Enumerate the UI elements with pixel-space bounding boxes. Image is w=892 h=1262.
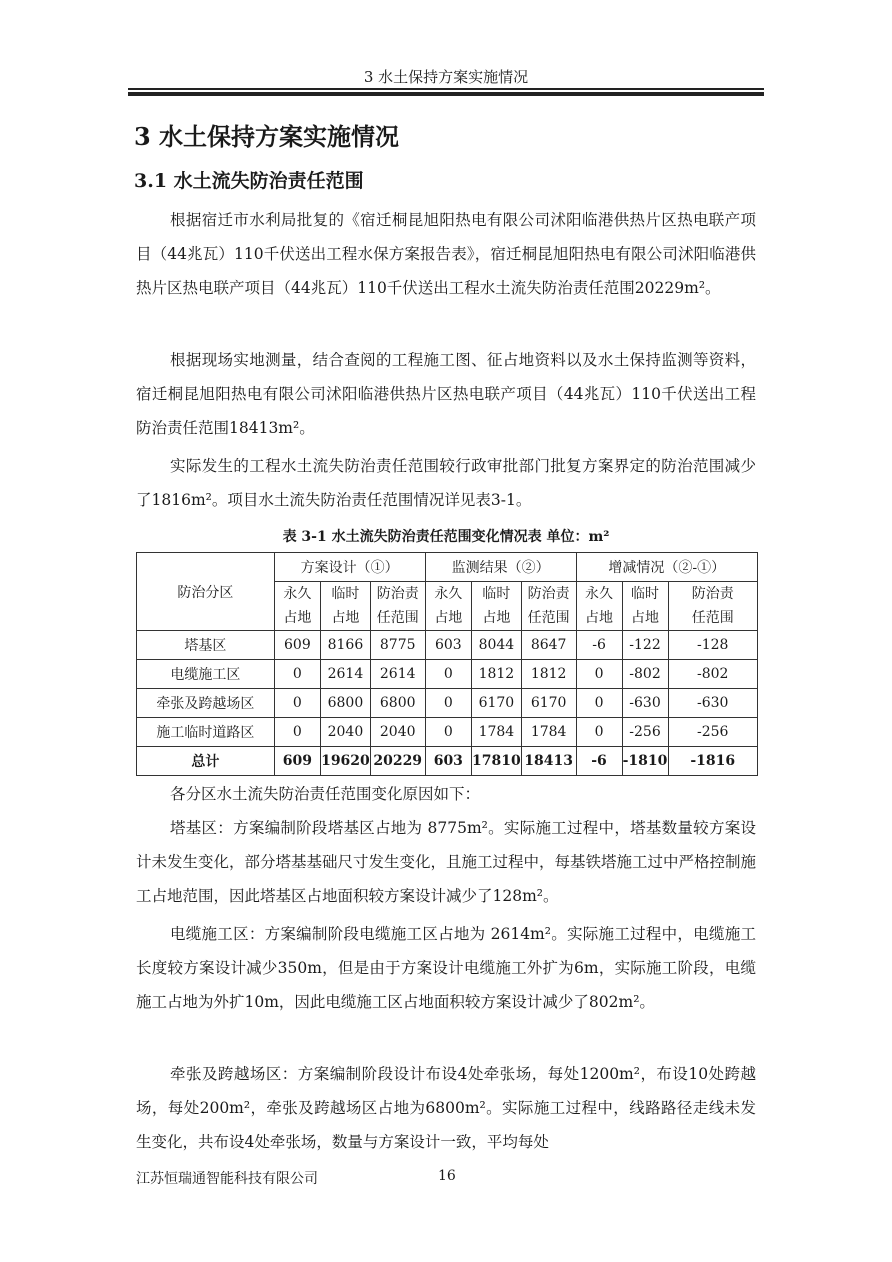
zone-name-cell: 牵张及跨越场区 xyxy=(137,689,275,718)
subheader-line: 占地 xyxy=(331,610,360,626)
value-cell: 6800 xyxy=(321,689,371,718)
subheader-line: 任范围 xyxy=(527,610,570,626)
subheader-cell xyxy=(521,582,576,631)
page-header-title: 3 水土保持方案实施情况 xyxy=(363,68,529,86)
subheader-line: 占地 xyxy=(631,610,659,626)
table-row xyxy=(137,631,758,660)
value-cell: -256 xyxy=(622,718,668,747)
value-cell: 2040 xyxy=(370,718,425,747)
total-value-cell: -1816 xyxy=(668,747,758,776)
value-cell: 0 xyxy=(576,689,622,718)
total-value-cell: 18413 xyxy=(521,747,576,776)
value-cell: 8775 xyxy=(370,631,425,660)
value-cell: -802 xyxy=(668,660,758,689)
subheader-line: 防治责 xyxy=(691,586,734,602)
subheader-line: 永久 xyxy=(434,586,463,602)
value-cell: 1812 xyxy=(521,660,576,689)
paragraph-tower-zone: 塔基区：方案编制阶段塔基区占地为 8775m²。实际施工过程中，塔基数量较方案设计未发生变化，部分塔基基础尺寸发生变化，且施工过程中，每基铁塔施工过中严格控制施工占地范围，因此塔基区占地面积较方案设计减少了128m²。 xyxy=(136,819,757,905)
subheader-cell xyxy=(370,582,425,631)
subheader-line: 防治责 xyxy=(376,586,419,602)
total-value-cell: -6 xyxy=(576,747,622,776)
subheader-line: 临时 xyxy=(631,586,659,602)
subheader-line: 永久 xyxy=(283,586,312,602)
value-cell: 0 xyxy=(274,660,320,689)
total-value-cell: -1810 xyxy=(622,747,668,776)
total-value-cell: 17810 xyxy=(472,747,522,776)
value-cell: -256 xyxy=(668,718,758,747)
subheader-cell xyxy=(425,582,471,631)
total-value-cell: 609 xyxy=(274,747,320,776)
subheader-cell xyxy=(321,582,371,631)
value-cell: 603 xyxy=(425,631,471,660)
subheader-line: 占地 xyxy=(585,610,614,626)
value-cell: 0 xyxy=(425,718,471,747)
value-cell: 0 xyxy=(425,689,471,718)
subheader-cell xyxy=(668,582,758,631)
page-number: 16 xyxy=(438,1168,456,1184)
value-cell: 0 xyxy=(576,718,622,747)
value-cell: 8166 xyxy=(321,631,371,660)
total-value-cell: 20229 xyxy=(370,747,425,776)
table-row xyxy=(137,718,758,747)
subheader-cell xyxy=(472,582,522,631)
value-cell: 6170 xyxy=(472,689,522,718)
value-cell: -122 xyxy=(622,631,668,660)
value-cell: 6170 xyxy=(521,689,576,718)
group-header-plan: 方案设计（①） xyxy=(274,553,425,582)
total-label-cell: 总计 xyxy=(137,747,275,776)
value-cell: 8647 xyxy=(521,631,576,660)
value-cell: -802 xyxy=(622,660,668,689)
value-cell: 0 xyxy=(274,718,320,747)
subheader-line: 占地 xyxy=(283,610,312,626)
subheader-cell xyxy=(274,582,320,631)
value-cell: 2614 xyxy=(370,660,425,689)
table-row xyxy=(137,689,758,718)
subheader-line: 临时 xyxy=(482,586,511,602)
value-cell: 1784 xyxy=(521,718,576,747)
subheader-line: 任范围 xyxy=(376,610,419,626)
total-value-cell: 19620 xyxy=(321,747,371,776)
group-header-monitor: 监测结果（②） xyxy=(425,553,576,582)
paragraph-approved-scope: 根据宿迁市水利局批复的《宿迁桐昆旭阳热电有限公司沭阳临港供热片区热电联产项目（44兆瓦）110千伏送出工程水保方案报告表》，宿迁桐昆旭阳热电有限公司沭阳临港供热片区热电联产项目（44兆瓦）110千伏送出工程水土流失防治责任范围20229m²。 xyxy=(136,211,756,297)
subheader-line: 占地 xyxy=(482,610,511,626)
value-cell: -630 xyxy=(622,689,668,718)
zone-name-cell: 施工临时道路区 xyxy=(137,718,275,747)
subheader-line: 占地 xyxy=(434,610,463,626)
zone-name-cell: 塔基区 xyxy=(137,631,275,660)
subheader-line: 任范围 xyxy=(691,610,734,626)
value-cell: -128 xyxy=(668,631,758,660)
subheader-cell xyxy=(622,582,668,631)
subheader-line: 防治责 xyxy=(527,586,570,602)
value-cell: 8044 xyxy=(472,631,522,660)
value-cell: 609 xyxy=(274,631,320,660)
chapter-heading: 3 水土保持方案实施情况 xyxy=(134,122,400,151)
table-header-row-1 xyxy=(137,553,758,582)
header-rule-thick xyxy=(128,92,764,96)
table-row xyxy=(137,660,758,689)
paragraph-reduction: 实际发生的工程水土流失防治责任范围较行政审批部门批复方案界定的防治范围减少了1816m²。项目水土流失防治责任范围情况详见表3-1。 xyxy=(136,457,756,509)
zone-name-cell: 电缆施工区 xyxy=(137,660,275,689)
subheader-line: 永久 xyxy=(585,586,614,602)
table-caption: 表 3-1 水土流失防治责任范围变化情况表 单位：m² xyxy=(282,529,610,545)
section-heading: 3.1 水土流失防治责任范围 xyxy=(134,170,364,192)
value-cell: -6 xyxy=(576,631,622,660)
subheader-line: 临时 xyxy=(331,586,360,602)
responsibility-scope-table xyxy=(136,552,758,776)
value-cell: -630 xyxy=(668,689,758,718)
paragraph-stringing-zone: 牵张及跨越场区：方案编制阶段设计布设4处牵张场，每处1200m²，布设10处跨越场，每处200m²，牵张及跨越场区占地为6800m²。实际施工过程中，线路路径走线未发生变化，共布设4处牵张场，数量与方案设计一致，平均每处 xyxy=(136,1065,756,1151)
header-rule-thin xyxy=(128,88,764,90)
paragraph-cable-zone: 电缆施工区：方案编制阶段电缆施工区占地为 2614m²。实际施工过程中，电缆施工长度较方案设计减少350m，但是由于方案设计电缆施工外扩为6m，实际施工阶段，电缆施工占地为外扩10m，因此电缆施工区占地面积较方案设计减少了802m²。 xyxy=(136,925,756,1011)
value-cell: 0 xyxy=(425,660,471,689)
value-cell: 0 xyxy=(576,660,622,689)
group-header-change: 增减情况（②-①） xyxy=(576,553,757,582)
value-cell: 6800 xyxy=(370,689,425,718)
zone-header: 防治分区 xyxy=(137,553,275,631)
value-cell: 0 xyxy=(274,689,320,718)
paragraph-measured-scope: 根据现场实地测量，结合查阅的工程施工图、征占地资料以及水土保持监测等资料，宿迁桐昆旭阳热电有限公司沭阳临港供热片区热电联产项目（44兆瓦）110千伏送出工程防治责任范围18413m²。 xyxy=(136,351,756,437)
value-cell: 1784 xyxy=(472,718,522,747)
table-total-row xyxy=(137,747,758,776)
paragraph-reasons-intro: 各分区水土流失防治责任范围变化原因如下： xyxy=(170,785,481,803)
subheader-cell xyxy=(576,582,622,631)
footer-company: 江苏恒瑞通智能科技有限公司 xyxy=(136,1171,318,1187)
value-cell: 2040 xyxy=(321,718,371,747)
value-cell: 1812 xyxy=(472,660,522,689)
value-cell: 2614 xyxy=(321,660,371,689)
total-value-cell: 603 xyxy=(425,747,471,776)
